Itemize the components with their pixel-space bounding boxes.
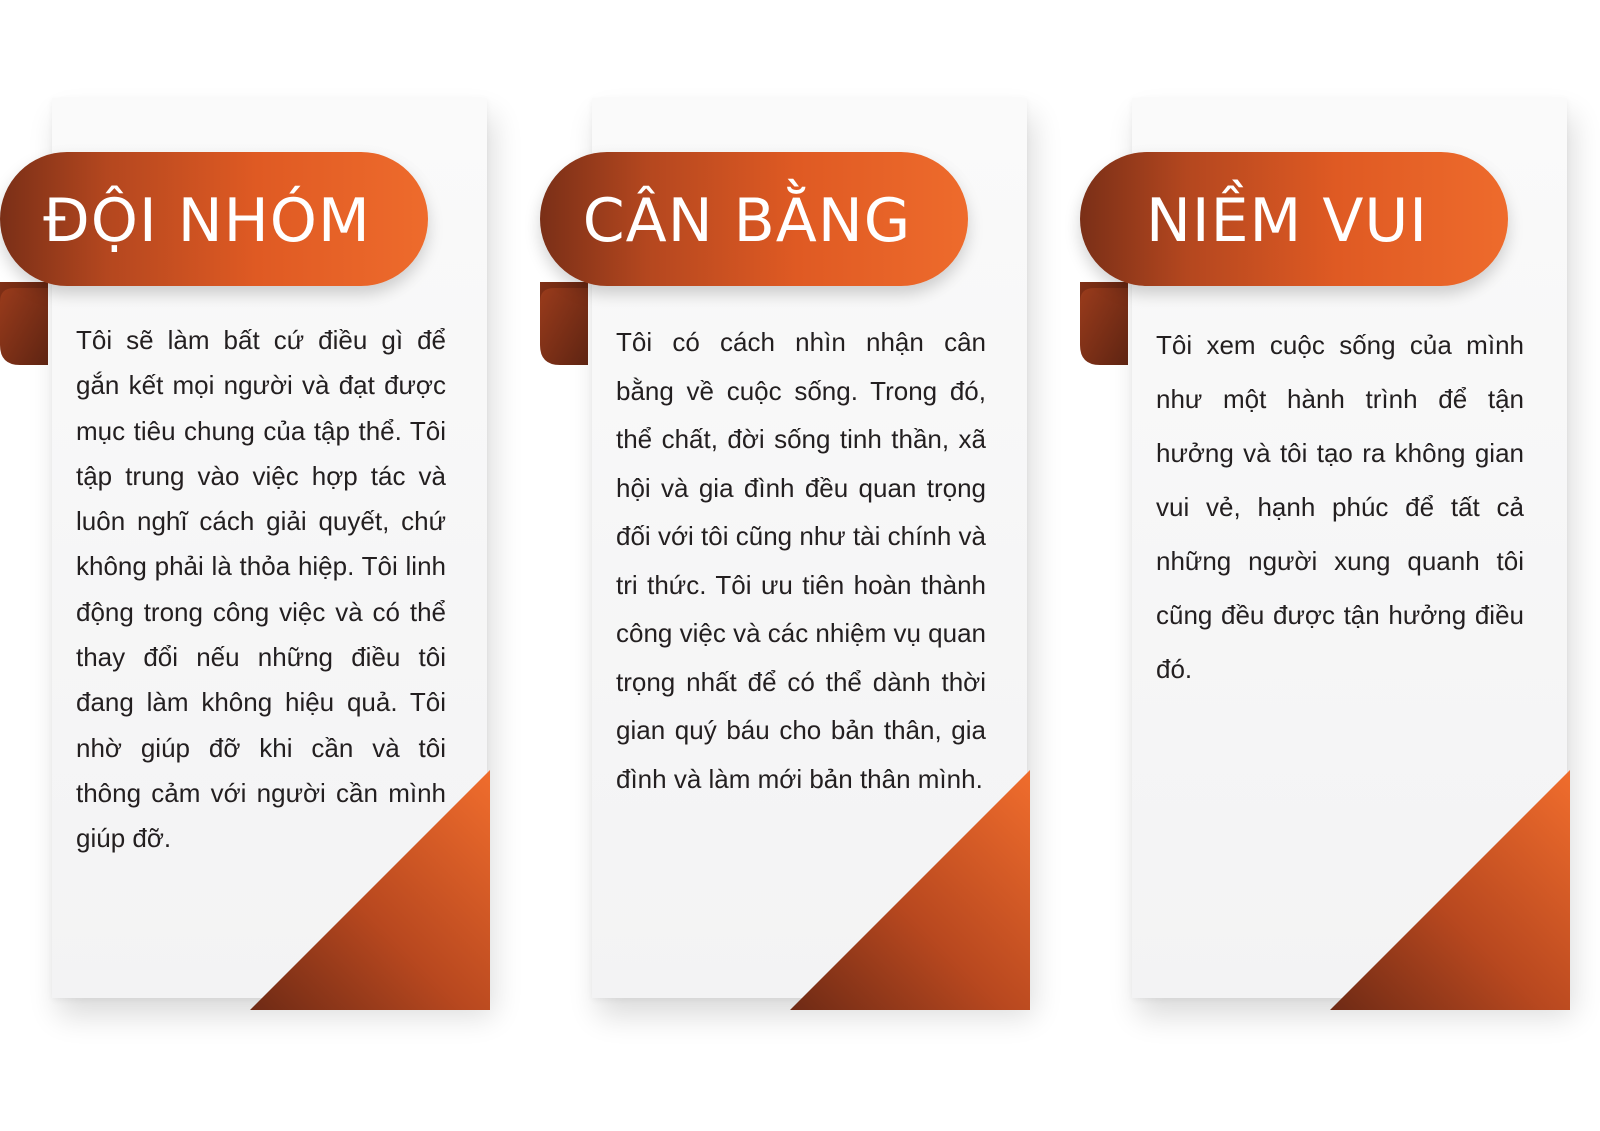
card-description: Tôi xem cuộc sống của mình như một hành trình để tận hưởng và tôi tạo ra không gian vui vẻ, hạnh phúc để tất cả những người xung quanh tôi cũng đều được tận hưởng điều đó. bbox=[1156, 330, 1524, 684]
card-description: Tôi có cách nhìn nhận cân bằng về cuộc sống. Trong đó, thể chất, đời sống tinh thần, xã hội và gia đình đều quan trọng đối với tôi cũng như tài chính và tri thức. Tôi ưu tiên hoàn thành công việc và các nhiệm vụ quan trọng nhất để có thể dành thời gian quý báu cho bản thân, gia đình và làm mới bản thân mình. bbox=[616, 327, 986, 794]
title-banner bbox=[540, 152, 968, 286]
card-title: NIỀM VUI bbox=[1146, 186, 1428, 256]
value-card-balance bbox=[540, 0, 1060, 1131]
card-description: Tôi sẽ làm bất cứ điều gì để gắn kết mọi người và đạt được mục tiêu chung của tập thể. Tôi tập trung vào việc hợp tác và luôn nghĩ cách giải quyết, chứ không phải là thỏa hiệp. Tôi linh động trong công việc và có thể thay đổi nếu những điều tôi đang làm không hiệu quả. Tôi nhờ giúp đỡ khi cần và tôi thông cảm với người cần mình giúp đỡ. bbox=[76, 325, 446, 854]
value-card-team bbox=[0, 0, 520, 1131]
ribbon-fold bbox=[540, 282, 588, 365]
title-banner bbox=[0, 152, 428, 286]
card-title: CÂN BẰNG bbox=[582, 186, 912, 256]
card-title: ĐỘI NHÓM bbox=[43, 186, 371, 256]
corner-triangle-decoration bbox=[790, 770, 1030, 1010]
value-card-joy bbox=[1080, 0, 1600, 1131]
ribbon-fold bbox=[1080, 282, 1128, 365]
ribbon-fold bbox=[0, 282, 48, 365]
title-banner bbox=[1080, 152, 1508, 286]
corner-triangle-decoration bbox=[1330, 770, 1570, 1010]
